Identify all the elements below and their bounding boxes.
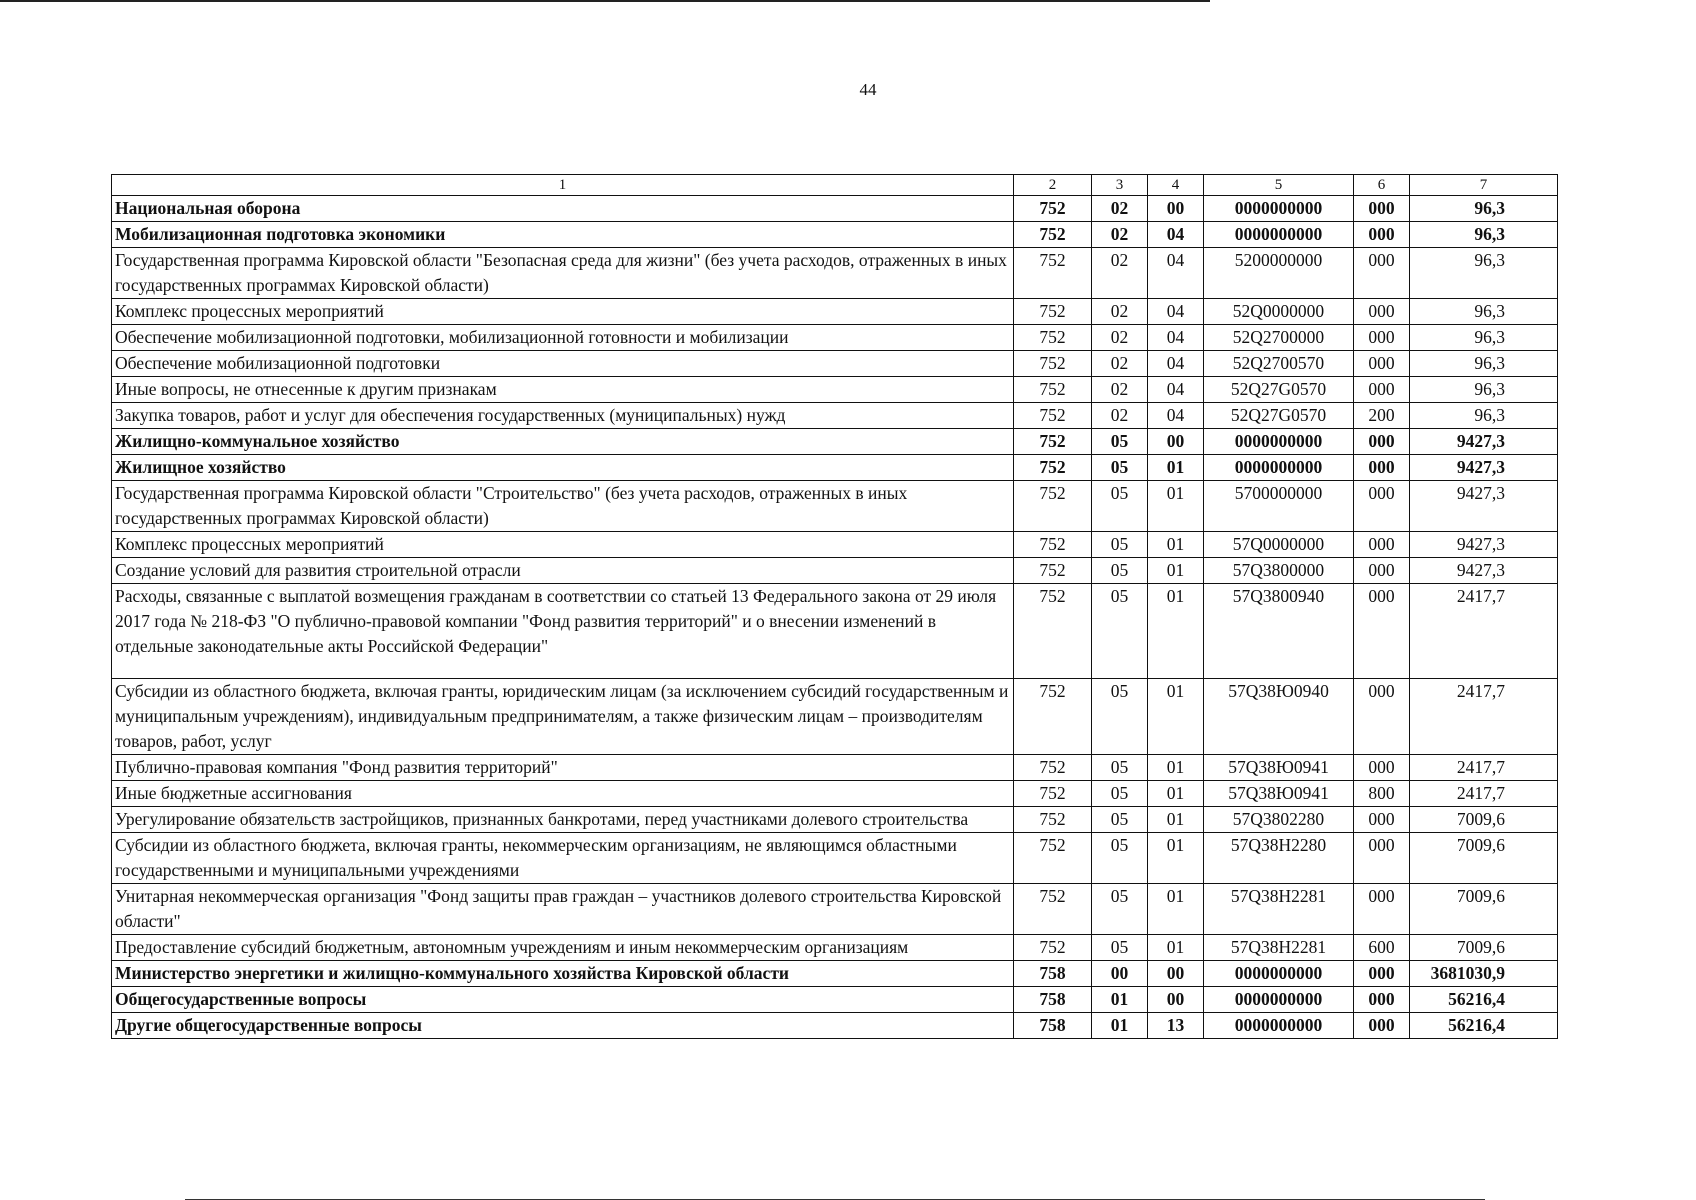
row-subsection-cell: 01	[1148, 481, 1204, 532]
row-code-cell: 752	[1014, 833, 1092, 884]
row-section-cell: 05	[1092, 884, 1148, 935]
row-expense-type-cell: 000	[1354, 222, 1410, 248]
row-expense-type-cell: 000	[1354, 558, 1410, 584]
row-expense-type-cell: 000	[1354, 532, 1410, 558]
row-code-cell: 752	[1014, 935, 1092, 961]
table-row	[112, 377, 1558, 403]
row-code-cell: 752	[1014, 403, 1092, 429]
row-code-cell: 752	[1014, 299, 1092, 325]
row-code-cell: 752	[1014, 222, 1092, 248]
row-amount-cell: 96,3	[1410, 325, 1558, 351]
row-expense-type-cell: 000	[1354, 377, 1410, 403]
row-name-cell: Урегулирование обязательств застройщиков, признанных банкротами, перед участниками долевого строительства	[112, 807, 1014, 833]
row-code-cell: 752	[1014, 429, 1092, 455]
row-section-cell: 05	[1092, 584, 1148, 679]
row-subsection-cell: 04	[1148, 299, 1204, 325]
table-row	[112, 429, 1558, 455]
header-cell: 7	[1410, 175, 1558, 196]
row-subsection-cell: 01	[1148, 884, 1204, 935]
table-row	[112, 481, 1558, 532]
row-expense-type-cell: 000	[1354, 884, 1410, 935]
row-amount-cell: 56216,4	[1410, 987, 1558, 1013]
row-subsection-cell: 13	[1148, 1013, 1204, 1039]
row-section-cell: 02	[1092, 299, 1148, 325]
row-code-cell: 758	[1014, 961, 1092, 987]
header-cell: 5	[1204, 175, 1354, 196]
row-amount-cell: 7009,6	[1410, 935, 1558, 961]
header-cell: 2	[1014, 175, 1092, 196]
row-section-cell: 05	[1092, 481, 1148, 532]
row-code-cell: 752	[1014, 558, 1092, 584]
header-cell: 4	[1148, 175, 1204, 196]
row-subsection-cell: 01	[1148, 935, 1204, 961]
row-name-cell: Комплекс процессных мероприятий	[112, 299, 1014, 325]
table-row	[112, 584, 1558, 679]
row-section-cell: 02	[1092, 222, 1148, 248]
row-expense-type-cell: 000	[1354, 299, 1410, 325]
row-code-cell: 752	[1014, 781, 1092, 807]
row-subsection-cell: 04	[1148, 248, 1204, 299]
row-expense-type-cell: 000	[1354, 679, 1410, 755]
row-section-cell: 05	[1092, 781, 1148, 807]
row-name-cell: Расходы, связанные с выплатой возмещения гражданам в соответствии со статьей 13 Федерального закона от 29 июля 2017 года № 218-ФЗ "О публично-правовой компании "Фонд развития территорий" и о внесении изменений в отдельные законодательные акты Российской Федерации"	[112, 584, 1014, 679]
header-cell: 3	[1092, 175, 1148, 196]
row-name-cell: Иные вопросы, не отнесенные к другим признакам	[112, 377, 1014, 403]
row-section-cell: 05	[1092, 532, 1148, 558]
row-target-cell: 52Q2700000	[1204, 325, 1354, 351]
row-amount-cell: 2417,7	[1410, 584, 1558, 679]
row-subsection-cell: 01	[1148, 679, 1204, 755]
row-amount-cell: 2417,7	[1410, 679, 1558, 755]
row-name-cell: Обеспечение мобилизационной подготовки, мобилизационной готовности и мобилизации	[112, 325, 1014, 351]
table-row	[112, 987, 1558, 1013]
row-section-cell: 00	[1092, 961, 1148, 987]
table-row	[112, 1013, 1558, 1039]
row-amount-cell: 96,3	[1410, 403, 1558, 429]
row-target-cell: 0000000000	[1204, 196, 1354, 222]
row-amount-cell: 7009,6	[1410, 884, 1558, 935]
row-code-cell: 752	[1014, 584, 1092, 679]
table-row	[112, 755, 1558, 781]
row-target-cell: 57Q3802280	[1204, 807, 1354, 833]
row-expense-type-cell: 000	[1354, 325, 1410, 351]
row-name-cell: Субсидии из областного бюджета, включая гранты, некоммерческим организациям, не являющимся областными государственными и муниципальными учреждениями	[112, 833, 1014, 884]
row-section-cell: 05	[1092, 679, 1148, 755]
row-amount-cell: 96,3	[1410, 222, 1558, 248]
row-name-cell: Унитарная некоммерческая организация "Фонд защиты прав граждан – участников долевого строительства Кировской области"	[112, 884, 1014, 935]
row-amount-cell: 96,3	[1410, 377, 1558, 403]
row-subsection-cell: 04	[1148, 325, 1204, 351]
table-row	[112, 222, 1558, 248]
page-number: 44	[859, 80, 877, 99]
row-target-cell: 52Q2700570	[1204, 351, 1354, 377]
row-subsection-cell: 01	[1148, 558, 1204, 584]
top-border-line	[0, 0, 1210, 2]
row-subsection-cell: 00	[1148, 196, 1204, 222]
row-amount-cell: 2417,7	[1410, 755, 1558, 781]
row-expense-type-cell: 000	[1354, 584, 1410, 679]
row-section-cell: 02	[1092, 196, 1148, 222]
row-name-cell: Субсидии из областного бюджета, включая гранты, юридическим лицам (за исключением субсидий государственным и муниципальным учреждениям), индивидуальным предпринимателям, а также физическим лицам – производителям товаров, работ, услуг	[112, 679, 1014, 755]
row-section-cell: 02	[1092, 403, 1148, 429]
row-target-cell: 5700000000	[1204, 481, 1354, 532]
row-target-cell: 57Q38H2281	[1204, 935, 1354, 961]
row-target-cell: 0000000000	[1204, 455, 1354, 481]
row-target-cell: 57Q0000000	[1204, 532, 1354, 558]
row-code-cell: 752	[1014, 807, 1092, 833]
row-expense-type-cell: 800	[1354, 781, 1410, 807]
row-target-cell: 52Q0000000	[1204, 299, 1354, 325]
row-code-cell: 758	[1014, 987, 1092, 1013]
row-target-cell: 57Q3800940	[1204, 584, 1354, 679]
row-name-cell: Создание условий для развития строительной отрасли	[112, 558, 1014, 584]
row-expense-type-cell: 000	[1354, 481, 1410, 532]
row-code-cell: 752	[1014, 481, 1092, 532]
row-expense-type-cell: 000	[1354, 833, 1410, 884]
row-amount-cell: 56216,4	[1410, 1013, 1558, 1039]
row-code-cell: 752	[1014, 455, 1092, 481]
row-subsection-cell: 01	[1148, 807, 1204, 833]
row-amount-cell: 9427,3	[1410, 455, 1558, 481]
table-row	[112, 403, 1558, 429]
row-section-cell: 05	[1092, 833, 1148, 884]
row-section-cell: 02	[1092, 377, 1148, 403]
row-expense-type-cell: 000	[1354, 196, 1410, 222]
row-section-cell: 01	[1092, 1013, 1148, 1039]
row-expense-type-cell: 000	[1354, 429, 1410, 455]
table-row	[112, 961, 1558, 987]
row-code-cell: 752	[1014, 884, 1092, 935]
table-row	[112, 935, 1558, 961]
header-cell: 6	[1354, 175, 1410, 196]
header-cell: 1	[112, 175, 1014, 196]
row-target-cell: 57Q38Ю0941	[1204, 781, 1354, 807]
row-code-cell: 752	[1014, 377, 1092, 403]
row-section-cell: 05	[1092, 429, 1148, 455]
row-expense-type-cell: 000	[1354, 248, 1410, 299]
row-target-cell: 57Q38H2281	[1204, 884, 1354, 935]
row-amount-cell: 3681030,9	[1410, 961, 1558, 987]
table-row	[112, 299, 1558, 325]
table-row	[112, 833, 1558, 884]
row-name-cell: Министерство энергетики и жилищно-коммунального хозяйства Кировской области	[112, 961, 1014, 987]
table-row	[112, 248, 1558, 299]
row-name-cell: Национальная оборона	[112, 196, 1014, 222]
row-target-cell: 52Q27G0570	[1204, 403, 1354, 429]
row-target-cell: 57Q38Ю0941	[1204, 755, 1354, 781]
row-section-cell: 05	[1092, 558, 1148, 584]
row-expense-type-cell: 000	[1354, 987, 1410, 1013]
table-row	[112, 455, 1558, 481]
row-code-cell: 752	[1014, 196, 1092, 222]
row-code-cell: 752	[1014, 351, 1092, 377]
row-subsection-cell: 01	[1148, 755, 1204, 781]
row-subsection-cell: 00	[1148, 987, 1204, 1013]
row-name-cell: Жилищно-коммунальное хозяйство	[112, 429, 1014, 455]
row-subsection-cell: 01	[1148, 584, 1204, 679]
row-amount-cell: 9427,3	[1410, 481, 1558, 532]
row-section-cell: 05	[1092, 455, 1148, 481]
row-section-cell: 02	[1092, 351, 1148, 377]
row-code-cell: 752	[1014, 248, 1092, 299]
table-row	[112, 351, 1558, 377]
table-row	[112, 196, 1558, 222]
row-target-cell: 57Q3800000	[1204, 558, 1354, 584]
budget-table	[111, 174, 1558, 1039]
table-row	[112, 679, 1558, 755]
row-name-cell: Закупка товаров, работ и услуг для обеспечения государственных (муниципальных) нужд	[112, 403, 1014, 429]
row-amount-cell: 7009,6	[1410, 833, 1558, 884]
row-section-cell: 01	[1092, 987, 1148, 1013]
row-amount-cell: 7009,6	[1410, 807, 1558, 833]
row-subsection-cell: 04	[1148, 377, 1204, 403]
row-subsection-cell: 04	[1148, 403, 1204, 429]
row-target-cell: 57Q38H2280	[1204, 833, 1354, 884]
row-name-cell: Обеспечение мобилизационной подготовки	[112, 351, 1014, 377]
row-subsection-cell: 01	[1148, 833, 1204, 884]
row-target-cell: 57Q38Ю0940	[1204, 679, 1354, 755]
row-section-cell: 05	[1092, 755, 1148, 781]
row-expense-type-cell: 000	[1354, 807, 1410, 833]
row-section-cell: 05	[1092, 807, 1148, 833]
table-row	[112, 532, 1558, 558]
row-amount-cell: 2417,7	[1410, 781, 1558, 807]
row-name-cell: Публично-правовая компания "Фонд развития территорий"	[112, 755, 1014, 781]
row-target-cell: 0000000000	[1204, 222, 1354, 248]
row-expense-type-cell: 000	[1354, 755, 1410, 781]
table-header-row	[112, 175, 1558, 196]
row-name-cell: Мобилизационная подготовка экономики	[112, 222, 1014, 248]
row-code-cell: 758	[1014, 1013, 1092, 1039]
row-code-cell: 752	[1014, 679, 1092, 755]
table-row	[112, 807, 1558, 833]
table-row	[112, 884, 1558, 935]
row-expense-type-cell: 200	[1354, 403, 1410, 429]
row-target-cell: 0000000000	[1204, 987, 1354, 1013]
row-name-cell: Комплекс процессных мероприятий	[112, 532, 1014, 558]
row-target-cell: 52Q27G0570	[1204, 377, 1354, 403]
row-amount-cell: 96,3	[1410, 196, 1558, 222]
table-row	[112, 325, 1558, 351]
row-name-cell: Государственная программа Кировской области "Строительство" (без учета расходов, отраженных в иных государственных программах Кировской области)	[112, 481, 1014, 532]
row-name-cell: Государственная программа Кировской области "Безопасная среда для жизни" (без учета расходов, отраженных в иных государственных программах Кировской области)	[112, 248, 1014, 299]
row-amount-cell: 9427,3	[1410, 558, 1558, 584]
row-amount-cell: 96,3	[1410, 248, 1558, 299]
row-name-cell: Предоставление субсидий бюджетным, автономным учреждениям и иным некоммерческим организациям	[112, 935, 1014, 961]
row-expense-type-cell: 000	[1354, 961, 1410, 987]
row-name-cell: Иные бюджетные ассигнования	[112, 781, 1014, 807]
row-section-cell: 02	[1092, 248, 1148, 299]
table-row	[112, 558, 1558, 584]
row-expense-type-cell: 000	[1354, 351, 1410, 377]
row-subsection-cell: 04	[1148, 351, 1204, 377]
row-subsection-cell: 01	[1148, 781, 1204, 807]
row-code-cell: 752	[1014, 532, 1092, 558]
row-expense-type-cell: 000	[1354, 455, 1410, 481]
row-amount-cell: 9427,3	[1410, 532, 1558, 558]
row-expense-type-cell: 000	[1354, 1013, 1410, 1039]
row-name-cell: Общегосударственные вопросы	[112, 987, 1014, 1013]
row-target-cell: 0000000000	[1204, 429, 1354, 455]
row-subsection-cell: 00	[1148, 961, 1204, 987]
row-amount-cell: 96,3	[1410, 299, 1558, 325]
row-amount-cell: 9427,3	[1410, 429, 1558, 455]
row-section-cell: 05	[1092, 935, 1148, 961]
row-section-cell: 02	[1092, 325, 1148, 351]
row-name-cell: Другие общегосударственные вопросы	[112, 1013, 1014, 1039]
row-subsection-cell: 01	[1148, 455, 1204, 481]
row-name-cell: Жилищное хозяйство	[112, 455, 1014, 481]
row-target-cell: 0000000000	[1204, 961, 1354, 987]
row-subsection-cell: 04	[1148, 222, 1204, 248]
row-expense-type-cell: 600	[1354, 935, 1410, 961]
row-target-cell: 5200000000	[1204, 248, 1354, 299]
row-amount-cell: 96,3	[1410, 351, 1558, 377]
row-target-cell: 0000000000	[1204, 1013, 1354, 1039]
row-subsection-cell: 00	[1148, 429, 1204, 455]
table-row	[112, 781, 1558, 807]
row-code-cell: 752	[1014, 325, 1092, 351]
row-code-cell: 752	[1014, 755, 1092, 781]
row-subsection-cell: 01	[1148, 532, 1204, 558]
